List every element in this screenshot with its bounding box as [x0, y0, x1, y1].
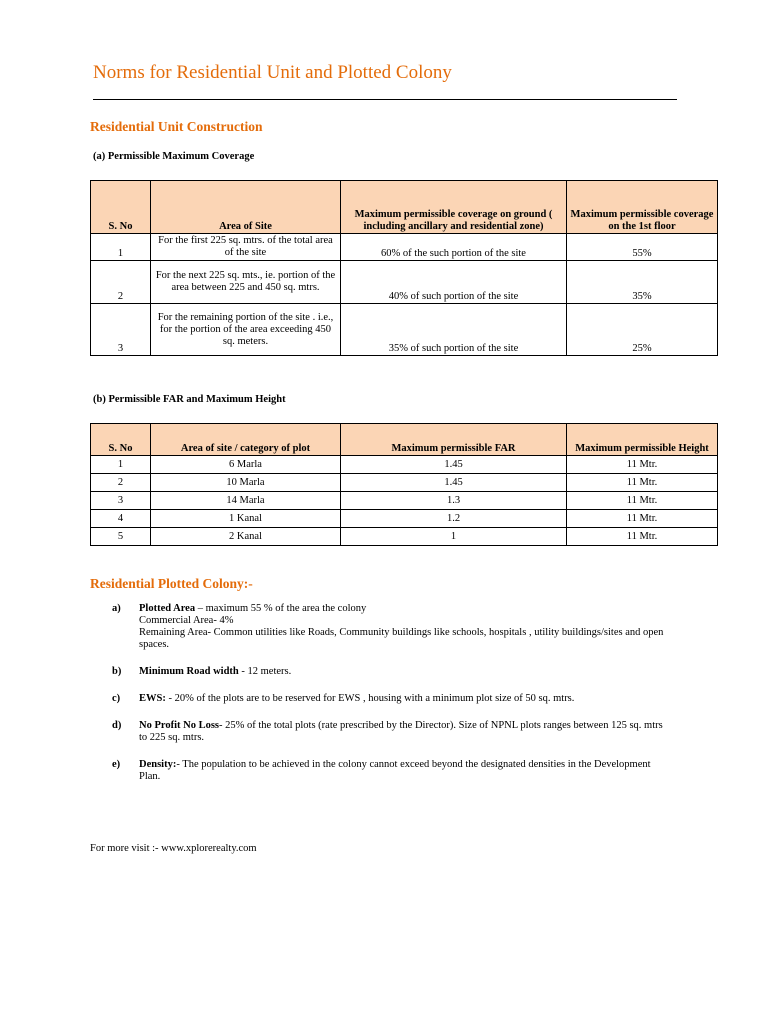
list-item-label: a)	[112, 603, 121, 614]
list-item-text: – maximum 55 % of the area the colony	[197, 603, 367, 614]
title-underline	[93, 99, 677, 100]
list-item	[112, 666, 672, 678]
footer-visit-text: For more visit :- www.xplorerealty.com	[90, 843, 257, 854]
table-cell: 11 Mtr.	[567, 474, 718, 492]
list-item-line: Remaining Area- Common utilities like Roads, Community buildings like schools, hospitals , utility buildings/sites and open spaces.	[139, 627, 664, 650]
list-item-line	[139, 693, 672, 705]
table-cell: 10 Marla	[151, 474, 341, 492]
table-row	[91, 492, 718, 510]
list-item-term: No Profit No Loss	[139, 720, 220, 731]
table-cell: 1.2	[341, 510, 567, 528]
table-header-row	[91, 424, 718, 456]
table-row	[91, 304, 718, 356]
table-cell: 2 Kanal	[151, 528, 341, 546]
table-cell: 2	[91, 261, 151, 304]
list-item	[112, 603, 672, 651]
list-item-term: Plotted Area	[139, 603, 196, 614]
list-item-term: Minimum Road width	[139, 666, 239, 677]
table-row	[91, 234, 718, 261]
table-cell: 60% of the such portion of the site	[341, 234, 567, 261]
list-item	[112, 693, 672, 705]
table-cell: 11 Mtr.	[567, 456, 718, 474]
list-item-line	[139, 666, 672, 678]
column-header: Area of site / category of plot	[151, 424, 341, 456]
column-header: Maximum permissible Height	[567, 424, 718, 456]
list-item-text: - 25% of the total plots (rate prescribed by the Director). Size of NPNL plots ranges between 125 sq. mtrs to 225 sq. mtrs.	[139, 720, 663, 743]
list-item-label: d)	[112, 720, 122, 731]
list-item-text: - 12 meters.	[241, 666, 292, 677]
table-cell: 35%	[567, 261, 718, 304]
list-item	[112, 759, 672, 783]
table-cell: 35% of such portion of the site	[341, 304, 567, 356]
section-heading-plotted-colony: Residential Plotted Colony:-	[90, 576, 253, 591]
column-header: Maximum permissible coverage on the 1st floor	[567, 181, 718, 234]
table-cell: 11 Mtr.	[567, 510, 718, 528]
coverage-table	[90, 180, 718, 356]
table-cell: 1	[91, 456, 151, 474]
table-cell: 25%	[567, 304, 718, 356]
table-row	[91, 528, 718, 546]
list-item-label: b)	[112, 666, 122, 677]
section-heading-residential-unit: Residential Unit Construction	[90, 119, 263, 134]
column-header: S. No	[91, 181, 151, 234]
table-cell: 1.45	[341, 474, 567, 492]
table-cell: 3	[91, 304, 151, 356]
list-item-text: - 20% of the plots are to be reserved for EWS , housing with a minimum plot size of 50 sq. mtrs.	[168, 693, 575, 704]
table-cell: For the remaining portion of the site . i.e., for the portion of the area exceeding 450 sq. meters.	[151, 304, 341, 356]
list-item-label: e)	[112, 759, 121, 770]
table-cell: 1.3	[341, 492, 567, 510]
table-row	[91, 456, 718, 474]
table-row	[91, 474, 718, 492]
list-item-line: Commercial Area- 4%	[139, 615, 234, 626]
subheading-coverage: (a) Permissible Maximum Coverage	[93, 151, 255, 162]
column-header: Maximum permissible FAR	[341, 424, 567, 456]
list-item-term: Density:	[139, 759, 177, 770]
table-cell: 6 Marla	[151, 456, 341, 474]
table-cell: 40% of such portion of the site	[341, 261, 567, 304]
column-header: S. No	[91, 424, 151, 456]
list-item-term: EWS:	[139, 693, 166, 704]
table-cell: 5	[91, 528, 151, 546]
table-cell: 1.45	[341, 456, 567, 474]
column-header: Maximum permissible coverage on ground ( including ancillary and residential zone)	[341, 181, 567, 234]
list-item-text: - The population to be achieved in the colony cannot exceed beyond the designated densities in the Development Plan.	[139, 759, 651, 782]
table-cell: 1	[341, 528, 567, 546]
table-cell: 55%	[567, 234, 718, 261]
plotted-colony-list	[112, 603, 672, 798]
list-item	[112, 720, 672, 744]
table-cell: 4	[91, 510, 151, 528]
table-cell: 11 Mtr.	[567, 528, 718, 546]
table-cell: 3	[91, 492, 151, 510]
table-cell: 1 Kanal	[151, 510, 341, 528]
page-title: Norms for Residential Unit and Plotted Colony	[93, 62, 452, 83]
table-cell: 14 Marla	[151, 492, 341, 510]
table-cell: 2	[91, 474, 151, 492]
table-row	[91, 261, 718, 304]
table-cell: For the next 225 sq. mts., ie. portion of the area between 225 and 450 sq. mtrs.	[151, 261, 341, 304]
subheading-far-height: (b) Permissible FAR and Maximum Height	[93, 394, 286, 405]
table-cell: 11 Mtr.	[567, 492, 718, 510]
column-header: Area of Site	[151, 181, 341, 234]
table-row	[91, 510, 718, 528]
table-cell: 1	[91, 234, 151, 261]
table-cell: For the first 225 sq. mtrs. of the total area of the site	[151, 234, 341, 261]
list-item-line	[139, 759, 672, 783]
table-header-row	[91, 181, 718, 234]
list-item-line	[139, 720, 672, 744]
far-height-table	[90, 423, 718, 546]
list-item-line	[139, 603, 672, 615]
list-item-label: c)	[112, 693, 121, 704]
